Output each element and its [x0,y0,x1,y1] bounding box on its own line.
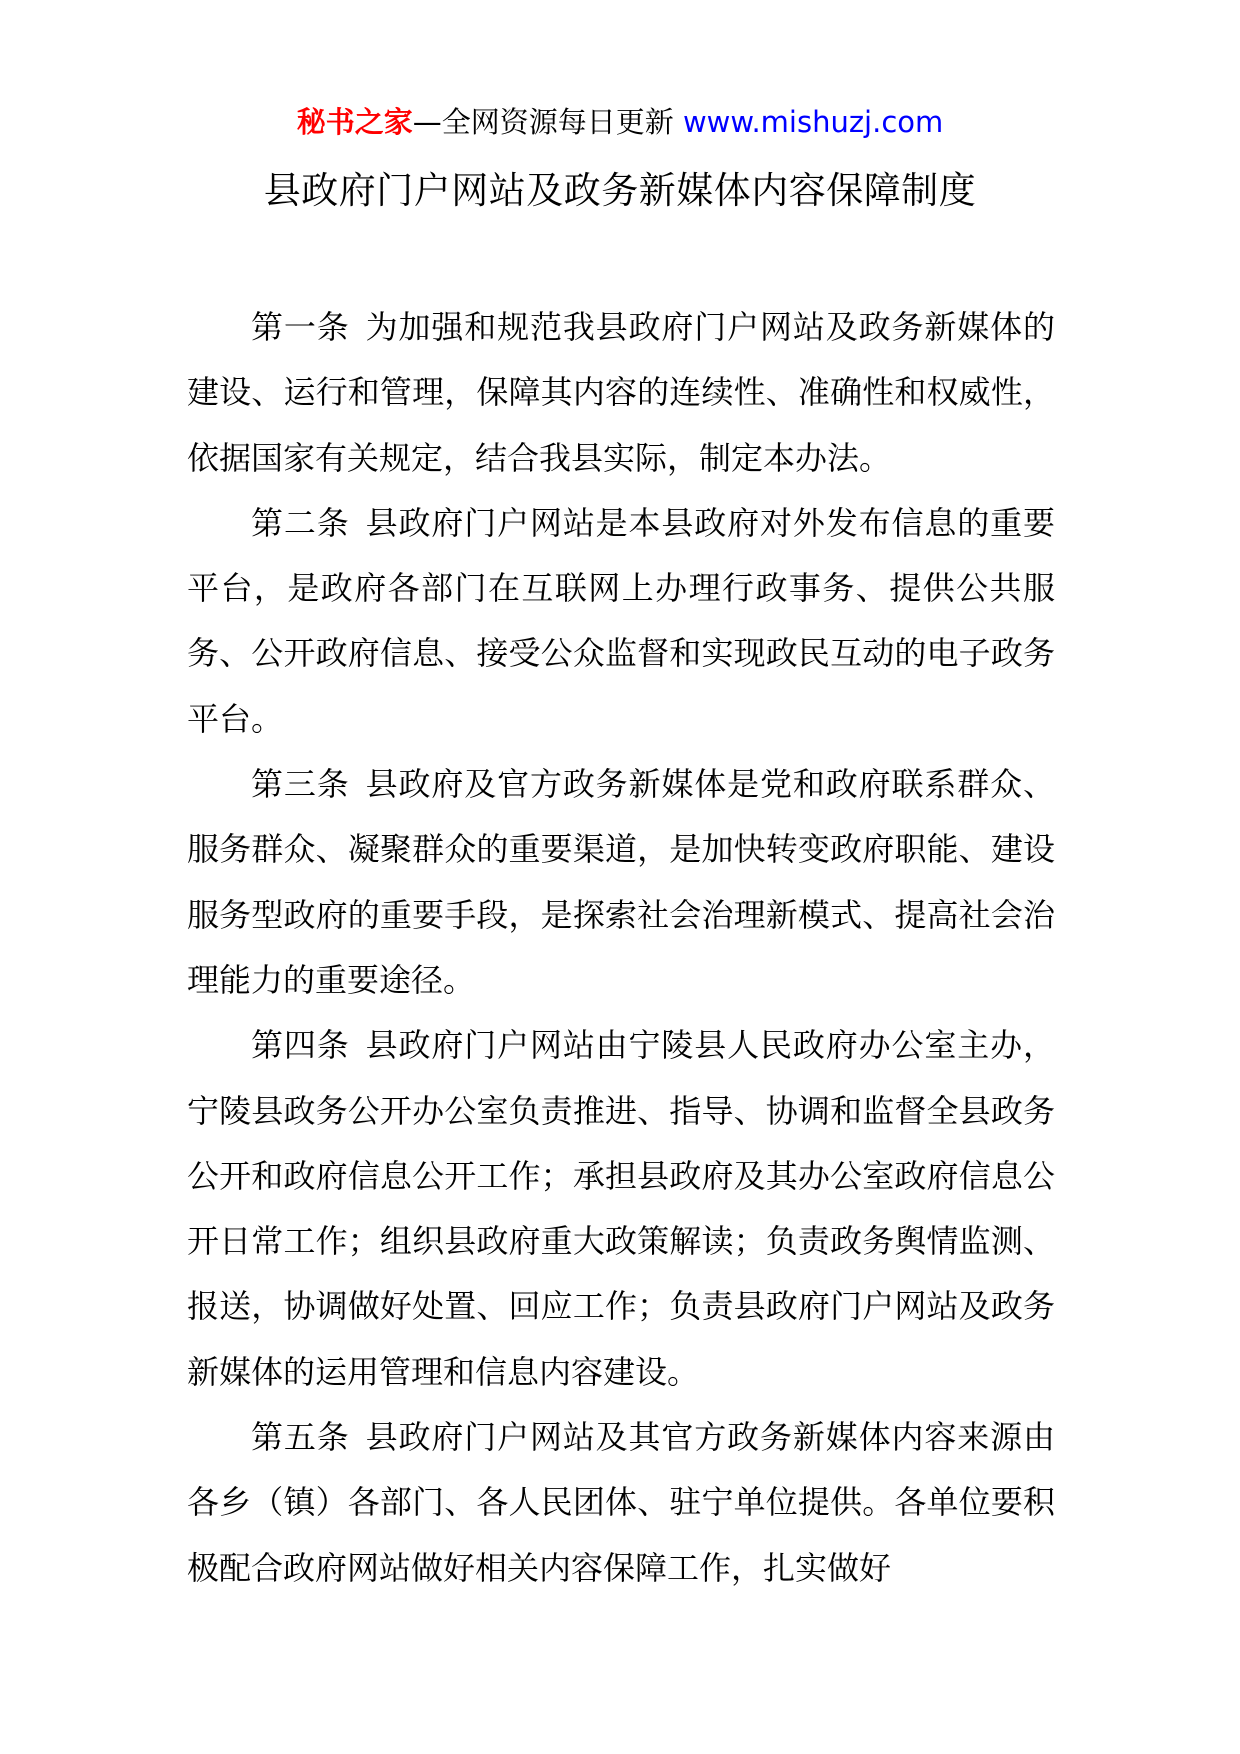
article-text: 县政府门户网站是本县政府对外发布信息的重要平台，是政府各部门在互联网上办理行政事务、提供公共服务、公开政府信息、接受公众监督和实现政民互动的电子政务平台。 [187,503,1055,738]
article-paragraph [187,1405,1055,1601]
article-paragraph [187,295,1055,491]
article-label: 第一条 [251,308,350,346]
article-text: 为加强和规范我县政府门户网站及政务新媒体的建设、运行和管理，保障其内容的连续性、准确性和权威性，依据国家有关规定，结合我县实际，制定本办法。 [187,308,1055,477]
header-tagline: —全网资源每日更新 [412,105,683,139]
article-text: 县政府及官方政务新媒体是党和政府联系群众、服务群众、凝聚群众的重要渠道，是加快转变政府职能、建设服务型政府的重要手段，是探索社会治理新模式、提高社会治理能力的重要途径。 [187,765,1055,999]
site-header [0,102,1240,142]
article-label: 第五条 [251,1418,350,1457]
document-body [187,295,1055,1601]
article-label: 第四条 [251,1026,350,1065]
article-label: 第三条 [251,765,350,804]
article-label: 第二条 [251,503,350,542]
article-paragraph [187,491,1055,752]
article-text: 县政府门户网站由宁陵县人民政府办公室主办，宁陵县政务公开办公室负责推进、指导、协调和监督全县政务公开和政府信息公开工作；承担县政府及其办公室政府信息公开日常工作；组织县政府重大政策解读；负责政务舆情监测、报送，协调做好处置、回应工作；负责县政府门户网站及政务新媒体的运用管理和信息内容建设。 [187,1026,1055,1391]
brand-name: 秘书之家 [296,105,413,139]
site-url-link[interactable]: www.mishuzj.com [682,105,944,139]
article-text: 县政府门户网站及其官方政务新媒体内容来源由各乡（镇）各部门、各人民团体、驻宁单位提供。各单位要积极配合政府网站做好相关内容保障工作，扎实做好 [187,1418,1055,1587]
article-paragraph [187,1013,1055,1405]
document-title: 县政府门户网站及政务新媒体内容保障制度 [263,169,977,212]
article-paragraph [187,752,1055,1013]
